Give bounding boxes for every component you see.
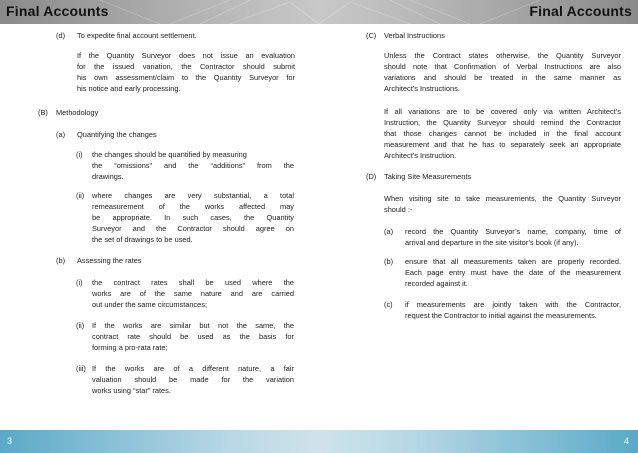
paragraph-line: measurement and that he has to separately seek an appropriate — [384, 140, 621, 149]
item-a-i-line: the “omissions” and the “additions” from the — [92, 161, 294, 170]
header-title-right: Final Accounts — [529, 3, 632, 19]
item-b-iii-line: valuation should be made for the variation — [92, 375, 294, 384]
paragraph-line: If the Quantity Surveyor does not issue an evaluation — [77, 51, 295, 60]
item-a-i-line: drawings. — [92, 172, 124, 181]
item-b-ii-line: contract rate should be used as the basis for — [92, 332, 294, 341]
section-B-label: (B) — [38, 108, 48, 117]
item-D-c-label: (c) — [384, 300, 393, 309]
item-a-i-label: (i) — [76, 150, 83, 159]
page-footer-bar — [0, 430, 638, 453]
page-header-bar — [0, 0, 638, 24]
paragraph-line: Instruction, the Quantity Surveyor should remind the Contractor — [384, 118, 621, 127]
paragraph-line: Architect’s Instructions. — [384, 84, 460, 93]
paragraph-line: If all variations are to be covered only via written Architect’s — [384, 107, 621, 116]
item-d-label: (d) — [56, 31, 66, 40]
item-a-ii-line: be appropriate. In such cases, the Quantity — [92, 213, 294, 222]
item-a-ii-label: (ii) — [76, 191, 85, 200]
section-C-label: (C) — [366, 31, 377, 40]
section-D-label: (D) — [366, 172, 377, 181]
section-D-title: Taking Site Measurements — [384, 172, 472, 181]
item-D-c-line: request the Contractor to initial against the measurements. — [405, 311, 597, 320]
item-D-c-line: if measurements are jointly taken with the Contractor, — [405, 300, 621, 309]
item-D-b-line: Each page entry must have the date of the measurement — [405, 268, 621, 277]
item-D-b-line: ensure that all measurements taken are properly recorded. — [405, 257, 621, 266]
page-number-left: 3 — [7, 436, 13, 446]
paragraph-line: his notice and early processing. — [77, 84, 181, 93]
item-d-text: To expedite final account settlement. — [77, 31, 197, 40]
item-D-a-line: arrival and departure in the site visitor’s book (if any). — [405, 238, 579, 247]
item-a-label: (a) — [56, 130, 66, 139]
item-b-label: (b) — [56, 256, 66, 265]
item-a-ii-line: remeasurement of the works affected may — [92, 202, 294, 211]
section-C-title: Verbal Instructions — [384, 31, 445, 40]
item-b-i-label: (i) — [76, 278, 83, 287]
item-D-a-line: record the Quantity Surveyor’s name, company, time of — [405, 227, 621, 236]
item-a-ii-line: the set of drawings to be used. — [92, 235, 193, 244]
item-a-title: Quantifying the changes — [77, 130, 157, 139]
item-D-a-label: (a) — [384, 227, 394, 236]
item-b-iii-line: If the works are of a different nature, a fair — [92, 364, 294, 373]
item-b-i-line: works are of the same nature and are carried — [92, 289, 294, 298]
header-title-left: Final Accounts — [6, 3, 109, 19]
paragraph-line: Unless the Contract states otherwise, the Quantity Surveyor — [384, 51, 621, 60]
item-b-ii-label: (ii) — [76, 321, 85, 330]
paragraph-line: his own assessment/claim to the Quantity Surveyor for — [77, 73, 295, 82]
item-a-ii-line: where changes are very substantial, a total — [92, 191, 294, 200]
item-b-iii-label: (iii) — [76, 364, 86, 373]
item-b-i-line: out under the same circumstances; — [92, 300, 208, 309]
paragraph-line: should :- — [384, 205, 413, 214]
item-b-ii-line: If the works are similar but not the same, the — [92, 321, 294, 330]
page-number-right: 4 — [623, 436, 629, 446]
item-D-b-line: recorded against it. — [405, 279, 468, 288]
item-a-i-line: the changes should be quantified by measuring — [92, 150, 247, 159]
item-b-title: Assessing the rates — [77, 256, 142, 265]
item-D-b-label: (b) — [384, 257, 394, 266]
item-b-ii-line: forming a pro-rata rate; — [92, 343, 168, 352]
paragraph-line: should note that Confirmation of Verbal Instructions are also — [384, 62, 621, 71]
paragraph-line: variations and should be treated in the same manner as — [384, 73, 621, 82]
section-B-title: Methodology — [56, 108, 99, 117]
item-b-i-line: the contract rates shall be used where the — [92, 278, 294, 287]
paragraph-line: Architect’s Instruction. — [384, 151, 457, 160]
item-b-iii-line: works using “star” rates. — [92, 386, 171, 395]
paragraph-line: that those changes cannot be included in the final account — [384, 129, 621, 138]
item-a-ii-line: Surveyor and the Contractor should agree on — [92, 224, 294, 233]
paragraph-line: for the issued variation, the Contractor should submit — [77, 62, 295, 71]
paragraph-line: When visiting site to take measurements, the Quantity Surveyor — [384, 194, 621, 203]
